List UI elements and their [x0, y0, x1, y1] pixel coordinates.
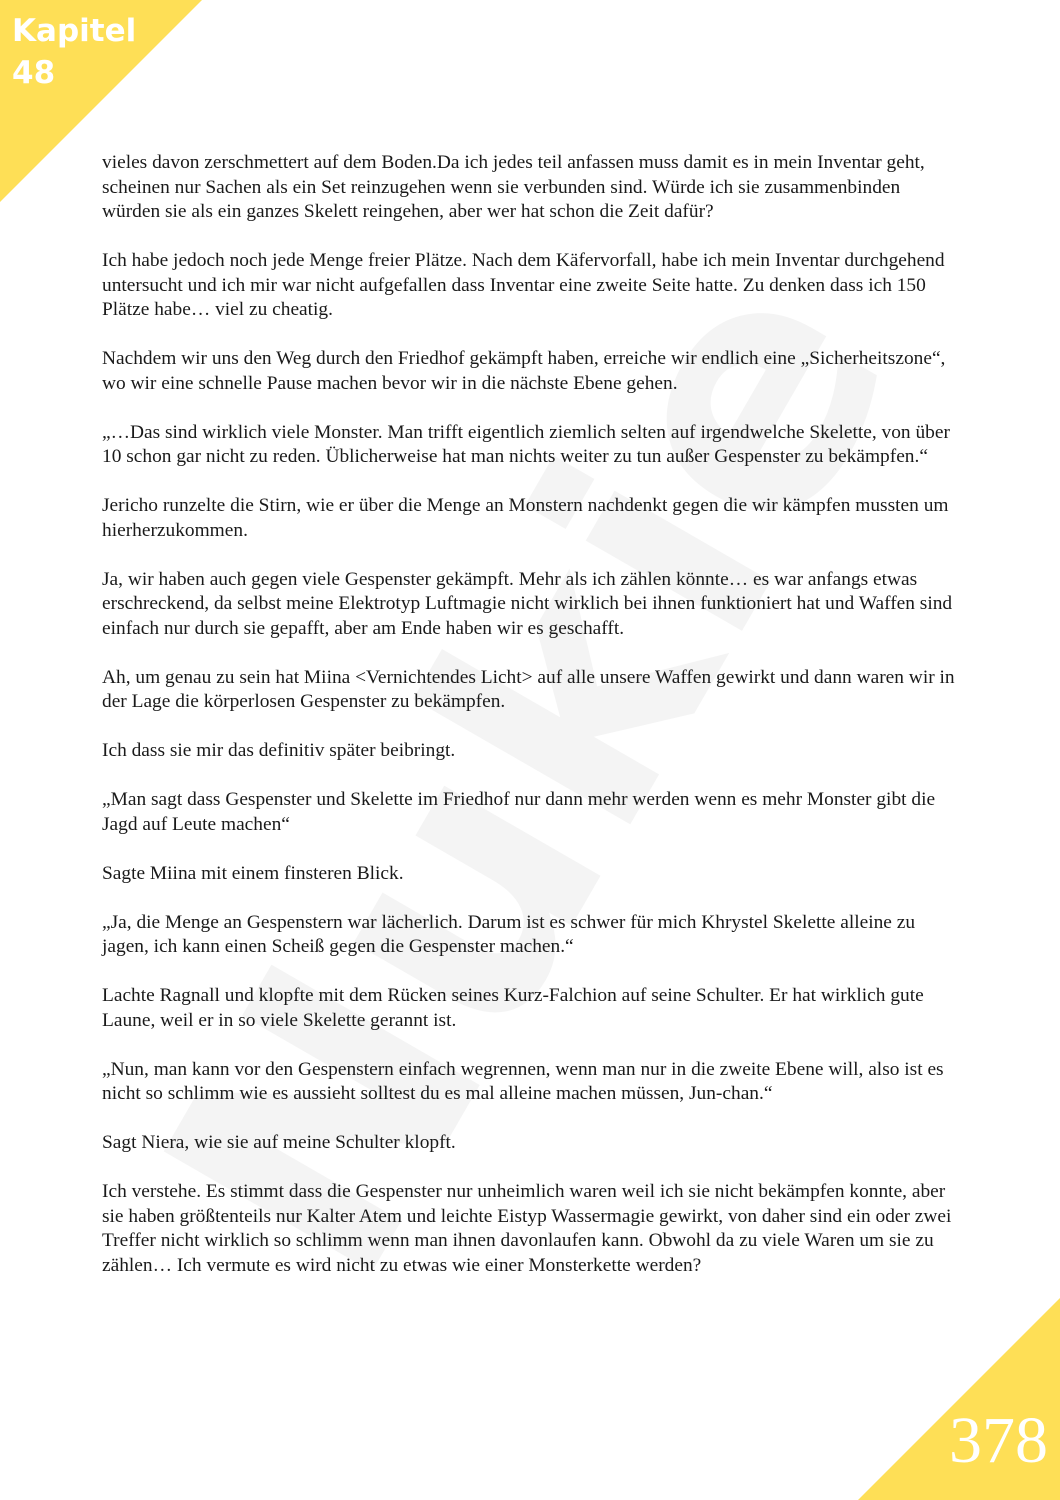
- chapter-label: [12, 10, 136, 94]
- paragraph: Ich verstehe. Es stimmt dass die Gespenster nur unheimlich waren weil ich sie nicht bekämpfen konnte, aber sie haben größtenteils nur Kalter Atem und leichte Eistyp Wassermagie gewirkt, von daher sind ein oder zwei Treffer nicht wirklich so schlimm wenn man ihnen davonlaufen kann. Obwohl da zu viele Waren um sie zu zählen… Ich vermute es wird nicht zu etwas wie einer Monsterkette werden?: [102, 1181, 952, 1276]
- paragraph: Ich dass sie mir das definitiv später beibringt.: [102, 740, 456, 761]
- paragraph: Sagt Niera, wie sie auf meine Schulter klopft.: [102, 1132, 456, 1153]
- chapter-number: 48: [12, 55, 56, 91]
- paragraph: Sagte Miina mit einem finsteren Blick.: [102, 862, 404, 884]
- chapter-label-text: Kapitel: [12, 13, 137, 49]
- page-number: 378: [949, 1404, 1048, 1477]
- paragraph: Ah, um genau zu sein hat Miina <Vernichtendes Licht> auf alle unsere Waffen gewirkt und dann waren wir in der Lage die körperlosen Gespenster zu bekämpfen.: [102, 666, 955, 712]
- paragraph: Ja, wir haben auch gegen viele Gespenster gekämpft. Mehr als ich zählen könnte… es war anfangs etwas erschreckend, da selbst meine Elektrotyp Luftmagie nicht wirklich bei ihnen funktioniert hat und Waffen sind einfach nur durch sie gepafft, aber am Ende haben wir es geschafft.: [102, 568, 953, 639]
- paragraph: Ich habe jedoch noch jede Menge freier Plätze. Nach dem Käfervorfall, habe ich mein Inventar durchgehend untersucht und ich mir war nicht aufgefallen dass Inventar eine zweite Seite hatte. Zu denken dass ich 150 Plätze habe… viel zu cheatig.: [102, 250, 945, 320]
- paragraph: vieles davon zerschmettert auf dem Boden.Da ich jedes teil anfassen muss damit es in mein Inventar geht, scheinen nur Sachen als ein Set reinzugehen wenn sie verbunden sind. Würde ich sie zusammenbinden würden sie als ein ganzes Skelett reingehen, aber wer hat schon die Zeit dafür?: [102, 152, 925, 222]
- paragraph: Lachte Ragnall und klopfte mit dem Rücken seines Kurz-Falchion auf seine Schulter. Er hat wirklich gute Laune, weil er in so viele Skelette gerannt ist.: [102, 985, 924, 1031]
- paragraph: „Man sagt dass Gespenster und Skelette im Friedhof nur dann mehr werden wenn es mehr Monster gibt die Jagd auf Leute machen“: [102, 789, 936, 835]
- paragraph: „Ja, die Menge an Gespenstern war lächerlich. Darum ist es schwer für mich Khrystel Skelette alleine zu jagen, ich kann einen Scheiß gegen die Gespenster machen.“: [102, 911, 916, 957]
- paragraph: „…Das sind wirklich viele Monster. Man trifft eigentlich ziemlich selten auf irgendwelche Skelette, von über 10 schon gar nicht zu reden. Üblicherweise hat man nichts weiter zu tun außer Gespenster zu bekämpfen.“: [102, 421, 950, 467]
- paragraph: Nachdem wir uns den Weg durch den Friedhof gekämpft haben, erreiche wir endlich eine „Sicherheitszone“, wo wir eine schnelle Pause machen bevor wir in die nächste Ebene gehen.: [102, 348, 946, 394]
- paragraph: Jericho runzelte die Stirn, wie er über die Menge an Monstern nachdenkt gegen die wir kämpfen mussten um hierherzukommen.: [102, 495, 949, 541]
- body-text: [102, 151, 962, 1303]
- paragraph: „Nun, man kann vor den Gespenstern einfach wegrennen, wenn man nur in die zweite Ebene will, also ist es nicht so schlimm wie es aussieht solltest du es mal alleine machen müssen, Jun-chan.“: [102, 1058, 944, 1104]
